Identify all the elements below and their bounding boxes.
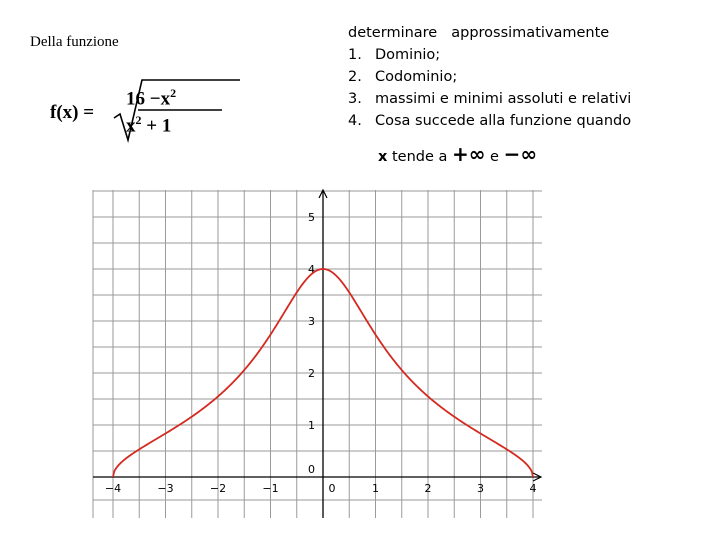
y-tick-label: 0	[308, 463, 315, 476]
x-tick-label: −2	[209, 482, 227, 495]
y-tick-label: 5	[308, 211, 315, 224]
task-item-2: 2. Codominio;	[348, 69, 458, 85]
task-item-4: 4. Cosa succede alla funzione quando	[348, 113, 632, 129]
task-heading: determinare approssimativamente	[348, 25, 610, 41]
x-tick-label: 1	[372, 482, 379, 495]
x-tick-label: 3	[477, 482, 484, 495]
limit-question: x tende a +∞ e −∞	[378, 142, 537, 166]
x-tick-label: 2	[424, 482, 432, 495]
x-tick-label: −1	[262, 482, 279, 495]
x-tick-label: −4	[104, 482, 122, 495]
formula-lhs: f(x) =	[50, 102, 95, 123]
y-tick-label: 1	[308, 419, 315, 432]
intro-text: Della funzione	[30, 34, 119, 50]
x-tick-label: 0	[328, 482, 336, 495]
task-item-3: 3. massimi e minimi assoluti e relativi	[348, 91, 632, 107]
y-tick-label: 4	[308, 263, 315, 276]
formula-denominator: $x^2 + 1$	[126, 113, 172, 137]
x-tick-label: 4	[529, 482, 537, 495]
task-item-1: 1. Dominio;	[348, 47, 441, 63]
y-tick-label: 2	[308, 367, 315, 380]
formula-numerator: $16 -x^2$	[126, 86, 177, 110]
y-tick-label: 3	[308, 315, 315, 328]
x-tick-label: −3	[157, 482, 174, 495]
